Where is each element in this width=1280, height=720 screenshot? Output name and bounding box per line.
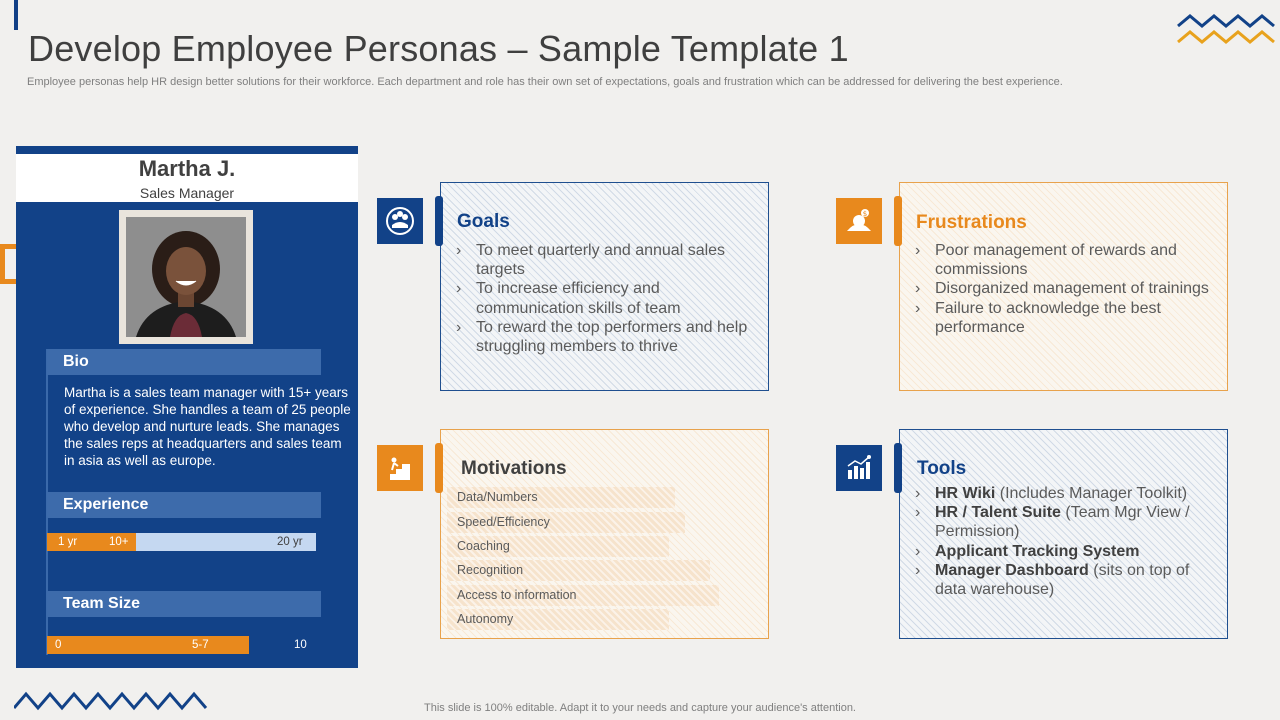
tools-icon	[836, 445, 882, 491]
team-size-heading: Team Size	[47, 591, 321, 617]
tools-accent-bar	[894, 443, 902, 493]
frustrations-list	[915, 241, 1220, 337]
persona-header	[16, 154, 358, 202]
goals-item: › To reward the top performers and help struggling members to thrive	[456, 318, 756, 356]
experience-min-label: 1 yr	[58, 536, 78, 548]
frustrations-accent-bar	[894, 196, 902, 246]
persona-role: Sales Manager	[139, 185, 235, 201]
tools-title: Tools	[917, 458, 967, 479]
bio-heading: Bio	[47, 349, 321, 375]
goals-icon	[377, 198, 423, 244]
frustrations-item: › Disorganized management of trainings	[915, 279, 1220, 298]
goals-item: › To increase efficiency and communication skills of team	[456, 279, 756, 317]
motivations-bars	[447, 487, 747, 633]
page-subtitle: Employee personas help HR design better solutions for their workforce. Each department and role has their own set of expectations, goals and frustration which can be addressed for delivering the best experience.	[27, 76, 1063, 88]
frustrations-title: Frustrations	[916, 212, 1027, 233]
motivation-bar: Coaching	[447, 536, 669, 557]
tools-item: › Manager Dashboard (sits on top of data warehouse)	[915, 561, 1215, 599]
goals-accent-bar	[435, 196, 443, 246]
svg-text:$: $	[862, 210, 868, 218]
goals-item: › To meet quarterly and annual sales targets	[456, 241, 756, 279]
persona-photo	[126, 217, 246, 337]
team-size-bar-fill	[47, 636, 249, 654]
motivation-bar: Recognition	[447, 560, 710, 581]
team-size-min-label: 0	[55, 639, 62, 651]
team-size-value-label: 5-7	[192, 639, 209, 651]
goals-title: Goals	[457, 211, 510, 232]
motivation-bar: Speed/Efficiency	[447, 512, 685, 533]
zigzag-decoration-icon	[1176, 8, 1276, 48]
goals-list	[456, 241, 756, 356]
footer-note: This slide is 100% editable. Adapt it to your needs and capture your audience's attention.	[424, 702, 856, 714]
frustrations-item: › Poor management of rewards and commissions	[915, 241, 1220, 279]
tools-item: › Applicant Tracking System	[915, 542, 1215, 561]
persona-name: Martha J.	[138, 156, 236, 181]
header-accent-bar	[14, 0, 18, 30]
frustrations-item: › Failure to acknowledge the best performance	[915, 299, 1220, 337]
tools-list	[915, 484, 1215, 599]
motivations-icon	[377, 445, 423, 491]
experience-max-label: 20 yr	[277, 536, 303, 548]
team-size-max-label: 10	[294, 639, 307, 651]
experience-value-label: 10+	[109, 536, 129, 548]
tools-item: › HR Wiki (Includes Manager Toolkit)	[915, 484, 1215, 503]
persona-photo-frame	[119, 210, 253, 344]
motivation-bar: Access to information	[447, 585, 719, 606]
tools-item: › HR / Talent Suite (Team Mgr View / Permission)	[915, 503, 1215, 541]
experience-heading: Experience	[47, 492, 321, 518]
person-avatar-icon	[126, 217, 246, 337]
motivations-accent-bar	[435, 443, 443, 493]
motivation-bar: Autonomy	[447, 609, 669, 630]
motivation-bar: Data/Numbers	[447, 487, 675, 508]
motivations-title: Motivations	[461, 458, 567, 479]
page-title: Develop Employee Personas – Sample Template 1	[28, 28, 849, 69]
bio-text: Martha is a sales team manager with 15+ years of experience. She handles a team of 25 people who develop and nurture leads. She manages the sales reps at headquarters and sales team in asia as well as europe.	[64, 385, 351, 468]
frustrations-icon	[836, 198, 882, 244]
